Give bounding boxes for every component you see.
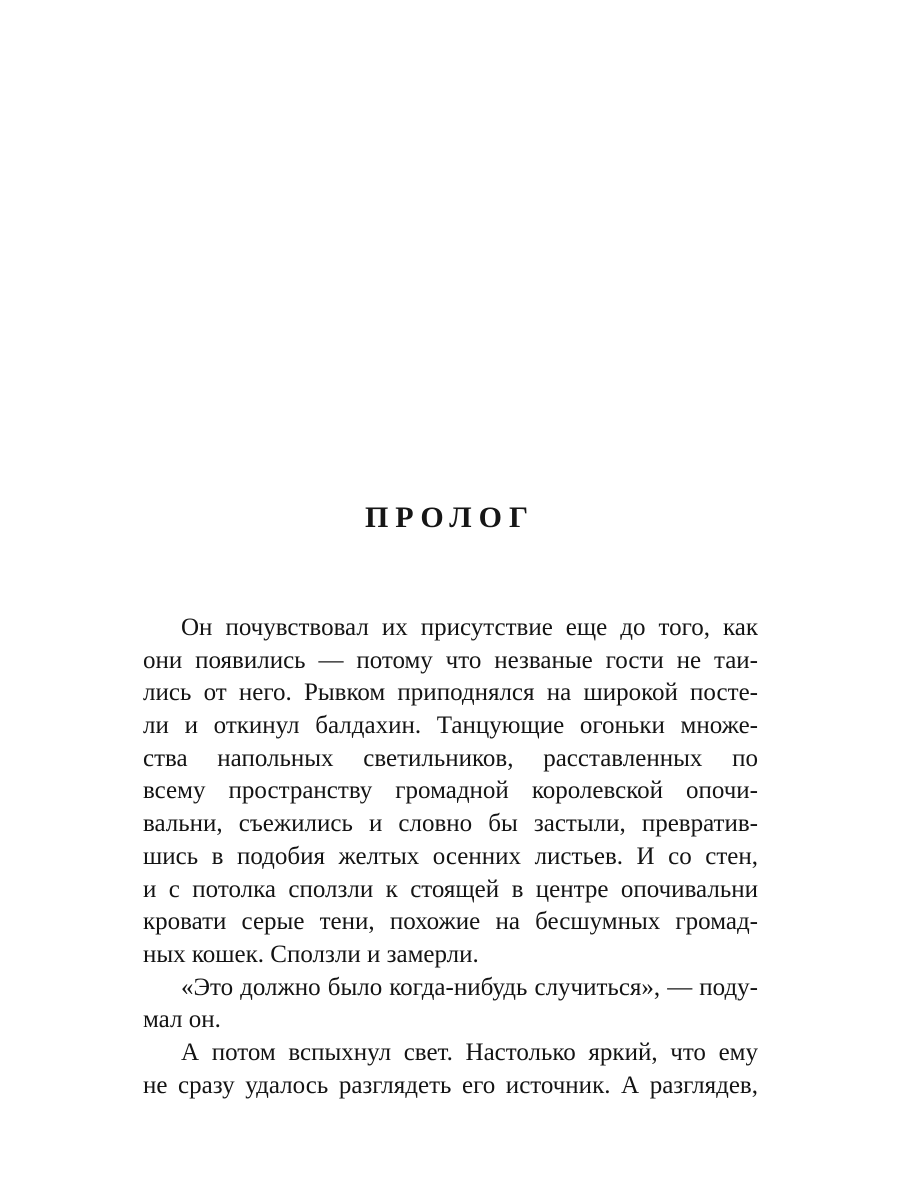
text-line: мал он.: [143, 1006, 221, 1034]
text-line: ли и откинул балдахин. Танцующие огоньки множе-: [143, 712, 758, 740]
text-line: они появились — потому что незваные гости не таи-: [143, 646, 758, 674]
body-text: [143, 612, 758, 1102]
text-line: А потом вспыхнул свет. Настолько яркий, что ему: [181, 1038, 758, 1066]
text-line: лись от него. Рывком приподнялся на широкой посте-: [143, 679, 758, 707]
text-line: всему пространству громадной королевской опочи-: [143, 777, 758, 805]
text-line: кровати серые тени, похожие на бесшумных громад-: [143, 908, 758, 936]
text-line: не сразу удалось разглядеть его источник. А разглядев,: [143, 1071, 758, 1099]
text-line: ных кошек. Сползли и замерли.: [143, 940, 479, 968]
text-line: и с потолка сползли к стоящей в центре опочивальни: [143, 875, 758, 903]
text-line: ства напольных светильников, расставленных по: [143, 744, 758, 772]
text-line: вальни, съежились и словно бы застыли, превратив-: [143, 810, 758, 838]
text-line: Он почувствовал их присутствие еще до того, как: [181, 614, 758, 641]
text-line: «Это должно было когда-нибудь случиться», — поду-: [181, 973, 758, 1001]
chapter-title: ПРОЛОГ: [364, 501, 536, 534]
text-line: шись в подобия желтых осенних листьев. И со стен,: [143, 842, 758, 870]
